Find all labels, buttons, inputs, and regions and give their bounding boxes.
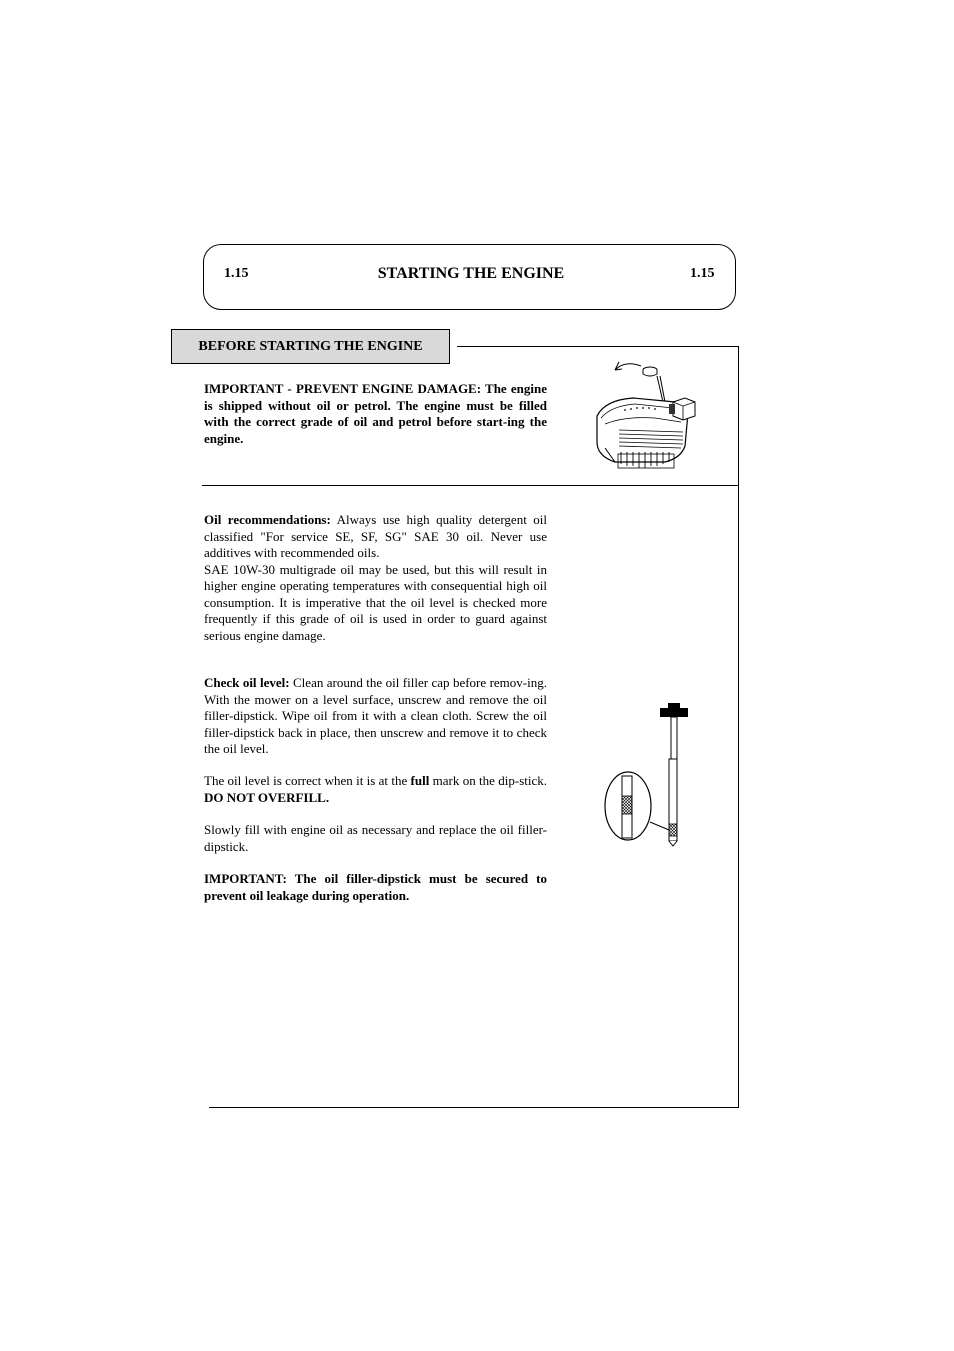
rule-bottom	[209, 1107, 739, 1108]
important-dipstick: IMPORTANT: The oil filler-dipstick must be secured to prevent oil leakage during operation.	[204, 871, 547, 903]
rule-right-vertical	[738, 346, 739, 1108]
oil-level-full: full	[410, 773, 430, 788]
subheading-box: BEFORE STARTING THE ENGINE	[171, 329, 450, 364]
section-number-left: 1.15	[224, 266, 249, 281]
oil-level-mid: mark on the dip-stick.	[429, 773, 547, 788]
rule-mid	[202, 485, 739, 486]
fill-instruction: Slowly fill with engine oil as necessary and replace the oil filler-dipstick.	[204, 822, 547, 854]
check-oil-level	[204, 675, 547, 758]
section-number-right: 1.15	[690, 266, 715, 281]
important-warning: IMPORTANT - PREVENT ENGINE DAMAGE: The engine is shipped without oil or petrol. The engine must be filled with the correct grade of oil and petrol before start-ing the engine.	[204, 381, 547, 446]
check-oil-text: Clean around the oil filler cap before remov-ing. With the mower on a level surface, unscrew and remove the oil filler-dipstick. Wipe oil from it with a clean cloth. Screw the oil filler-dipstick back in place, then unscrew and remove it to check the oil level.	[204, 675, 547, 756]
oil-level-pre: The oil level is correct when it is at the	[204, 773, 411, 788]
page-title: STARTING THE ENGINE	[377, 265, 565, 282]
oil-rec-label: Oil recommendations:	[204, 512, 331, 527]
rule-top	[457, 346, 739, 347]
oil-recommendations	[204, 512, 547, 644]
oil-level-correct	[204, 773, 547, 806]
engine-illustration	[585, 358, 700, 476]
check-oil-label: Check oil level:	[204, 675, 290, 690]
oil-rec-text-2: SAE 10W-30 multigrade oil may be used, but this will result in higher engine operating temperatures with consequential high oil consumption. It is imperative that the oil level is checked more frequently if this grade of oil is used in order to guard against serious engine damage.	[204, 561, 547, 643]
dipstick-illustration	[602, 700, 694, 848]
oil-rec-text: Always use high quality detergent oil classified "For service SE, SF, SG" SAE 30 oil. Never use additives with recommended oils.	[204, 512, 547, 560]
overfill-warning: DO NOT OVERFILL.	[204, 789, 330, 805]
